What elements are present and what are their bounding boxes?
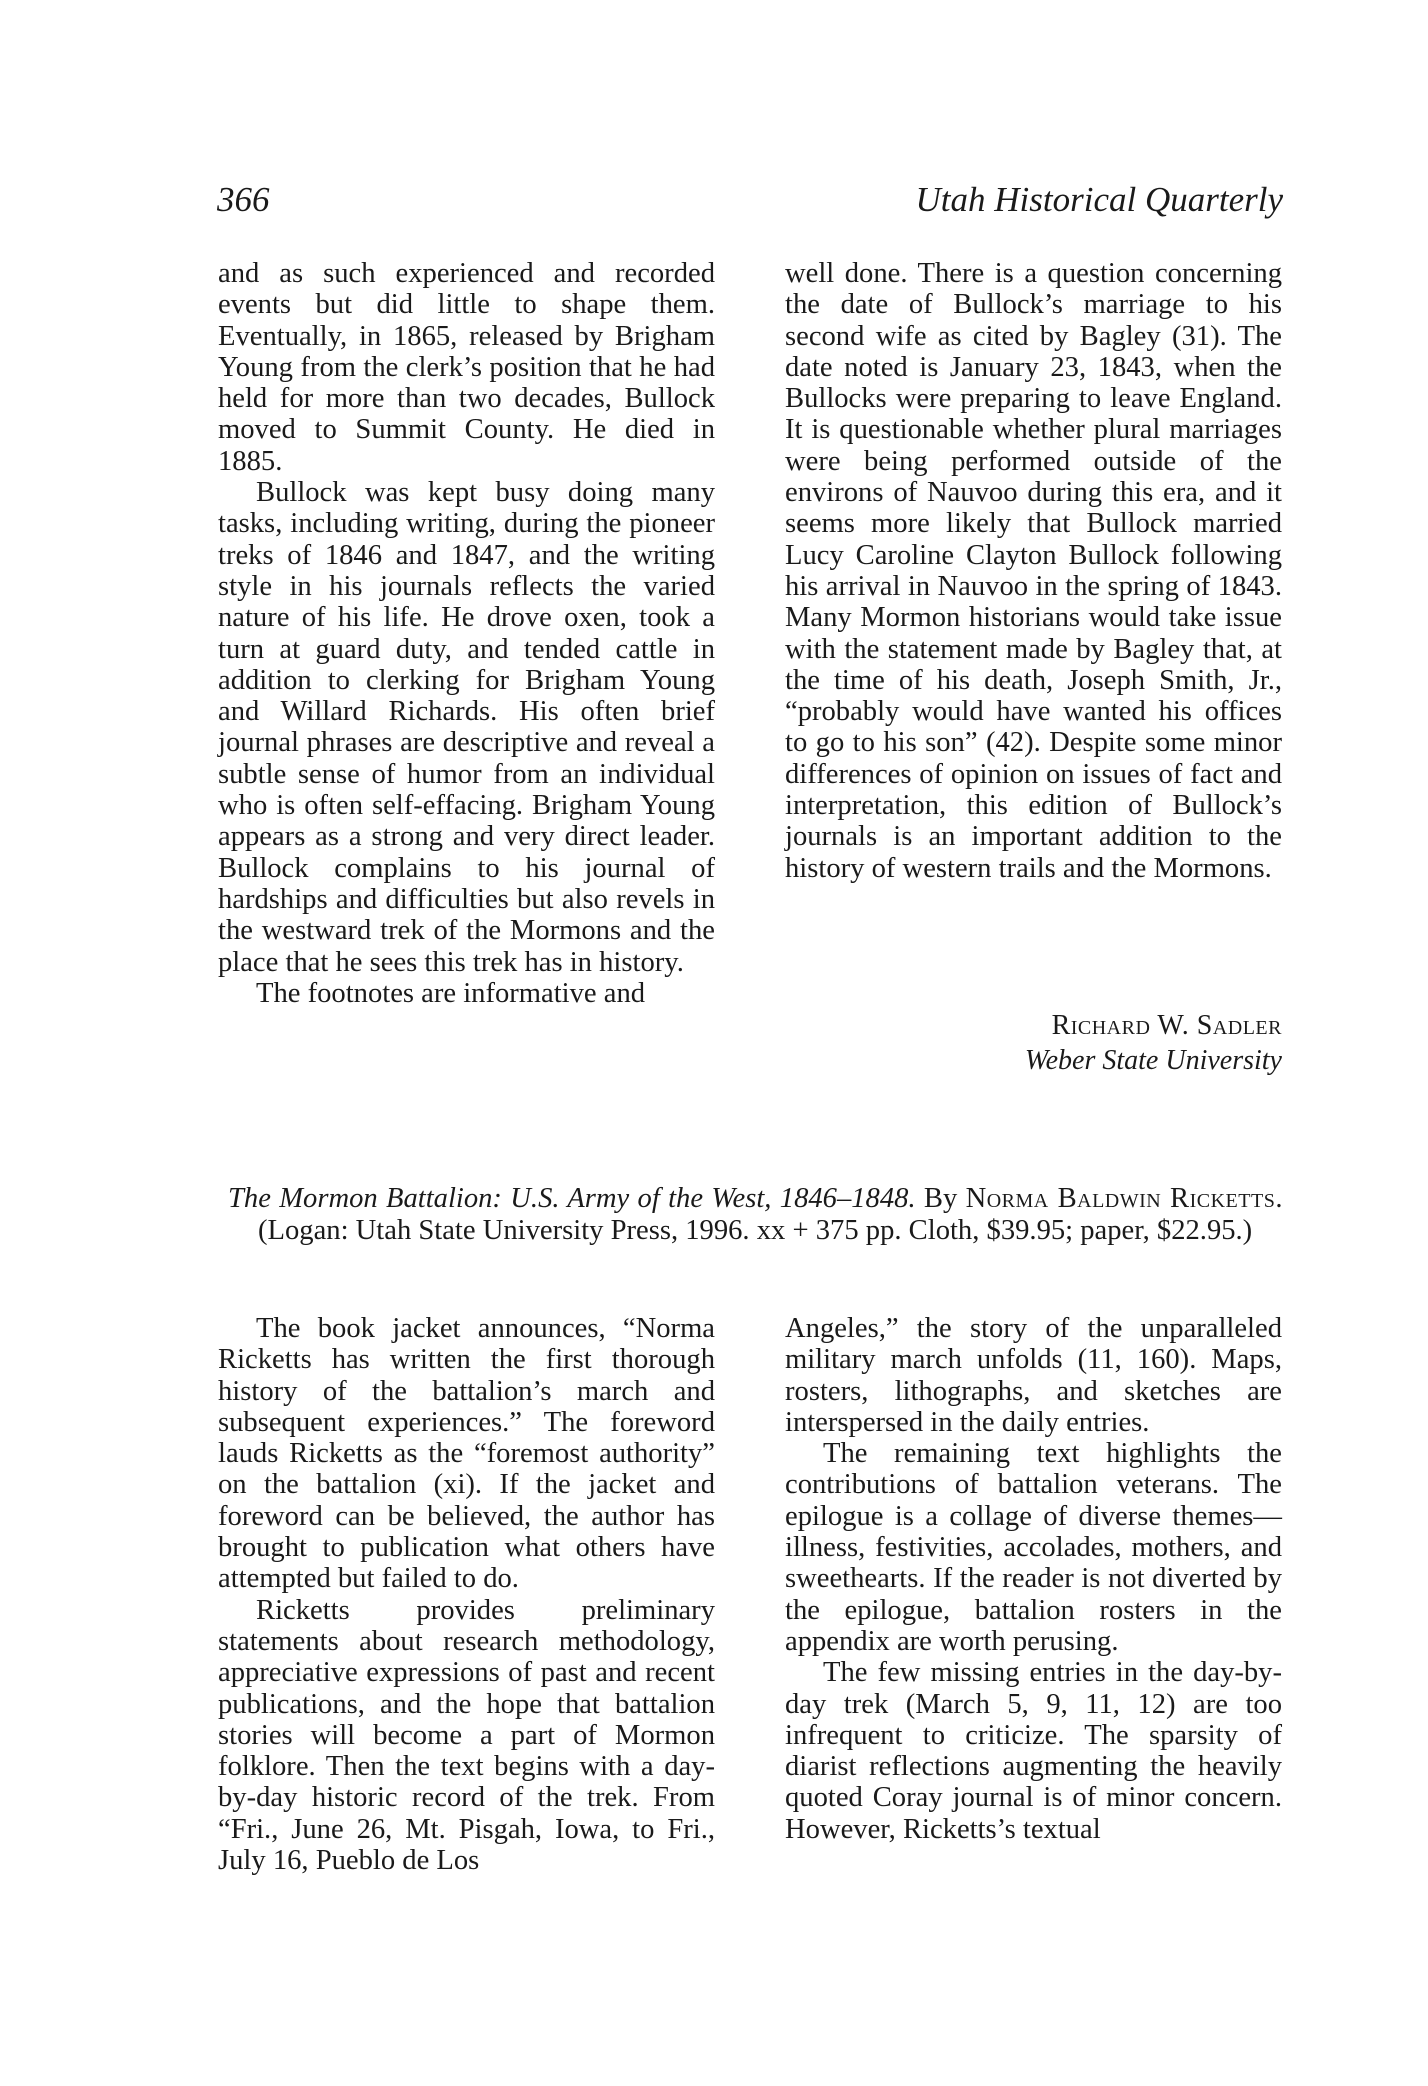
running-header-journal-title: Utah Historical Quarterly xyxy=(915,180,1283,219)
reviewer-institution: Weber State University xyxy=(1024,1045,1282,1076)
paragraph: The footnotes are informative and xyxy=(256,977,646,1009)
paragraph: and as such experienced and recorded events but did little to shape them. Eventually, in 1865, released by Brigham Young from the clerk’s position that he had held for more than two decades, Bullock moved to Summit County. He died in 1885. xyxy=(218,258,715,477)
book-citation xyxy=(228,1183,1283,1246)
paragraph: Ricketts provides preliminary statements about research methodology, appreciative expressions of past and recent publications, and the hope that battalion stories will become a part of Mormon folklore. Then the text begins with a day-by-day historic record of the trek. From “Fri., June 26, Mt. Pisgah, Iowa, to Fri., July 16, Pueblo de Los xyxy=(218,1594,715,1877)
book-author: Norma Baldwin Ricketts. xyxy=(965,1183,1283,1214)
paragraph: Bullock was kept busy doing many tasks, including writing, during the pioneer treks of 1846 and 1847, and the writing style in his journals reflects the varied nature of his life. He drove oxen, took a turn at guard duty, and tended cattle in addition to clerking for Brigham Young and Willard Richards. His often brief journal phrases are descriptive and reveal a subtle sense of humor from an individual who is often self-effacing. Brigham Young appears as a strong and very direct leader. Bullock complains to his journal of hardships and difficulties but also revels in the westward trek of the Mormons and the place that he sees this trek has in history. xyxy=(218,477,715,978)
reviewer-name: Richard W. Sadler xyxy=(1051,1010,1282,1041)
paragraph: The remaining text highlights the contributions of battalion veterans. The epilogue is a collage of diverse themes—illness, festivities, accolades, mothers, and sweethearts. If the reader is not diverted by the epilogue, battalion rosters in the appendix are worth perusing. xyxy=(785,1438,1282,1657)
reviewer-signature xyxy=(1025,1008,1282,1078)
paragraph: Angeles,” the story of the unparalleled military march unfolds (11, 160). Maps, rosters, lithographs, and sketches are interspersed in the daily entries. xyxy=(785,1313,1282,1438)
review1-column-right xyxy=(785,258,1282,884)
review1-column-left xyxy=(218,258,715,1009)
book-title: The Mormon Battalion: U.S. Army of the West, 1846–1848. xyxy=(228,1183,916,1214)
citation-by: By xyxy=(923,1183,958,1214)
review2-column-left xyxy=(218,1313,715,1876)
publication-details: (Logan: Utah State University Press, 1996. xx + 375 pp. Cloth, $39.95; paper, $22.95.) xyxy=(258,1214,1253,1246)
review2-column-right xyxy=(785,1313,1282,1845)
page-number: 366 xyxy=(217,180,270,219)
paragraph: well done. There is a question concerning the date of Bullock’s marriage to his second wife as cited by Bagley (31). The date noted is January 23, 1843, when the Bullocks were preparing to leave England. It is questionable whether plural marriages were being performed outside of the environs of Nauvoo during this era, and it seems more likely that Bullock married Lucy Caroline Clayton Bullock following his arrival in Nauvoo in the spring of 1843. Many Mormon historians would take issue with the statement made by Bagley that, at the time of his death, Joseph Smith, Jr., “probably would have wanted his offices to go to his son” (42). Despite some minor differences of opinion on issues of fact and interpretation, this edition of Bullock’s journals is an important addition to the history of western trails and the Mormons. xyxy=(785,258,1282,884)
paragraph: The book jacket announces, “Norma Ricketts has written the first thorough history of the battalion’s march and subsequent experiences.” The foreword lauds Ricketts as the “foremost authority” on the battalion (xi). If the jacket and foreword can be believed, the author has brought to publication what others have attempted but failed to do. xyxy=(218,1313,715,1595)
paragraph: The few missing entries in the day-by-day trek (March 5, 9, 11, 12) are too infrequent to criticize. The sparsity of diarist reflections augmenting the heavily quoted Coray journal is of minor concern. However, Ricketts’s textual xyxy=(785,1657,1282,1845)
